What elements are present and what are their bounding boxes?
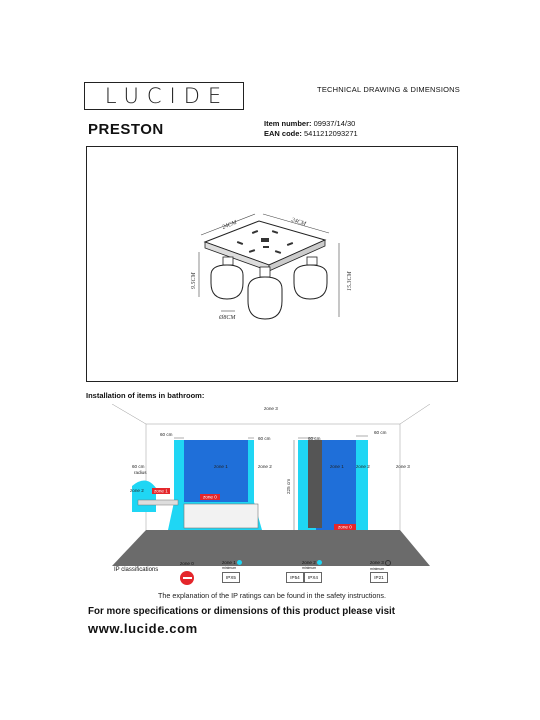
no-entry-icon	[180, 571, 194, 585]
dim-width-b: 24CM	[290, 217, 307, 228]
label-radius: radius	[134, 470, 147, 475]
ean-value: 5411212093271	[304, 129, 358, 138]
technical-drawing	[87, 147, 457, 381]
basin-zone	[132, 480, 156, 512]
ip-zone0-label: zone 0	[180, 561, 194, 566]
shower-glass	[308, 440, 322, 528]
bathtub	[184, 504, 258, 528]
label-zone2-basin: zone 2	[130, 488, 144, 493]
label-zone1-bath: zone 1	[214, 464, 228, 469]
ip-title: IP classifications	[114, 567, 159, 573]
ip-zone3-label	[370, 560, 391, 571]
bathroom-zones-diagram	[112, 404, 430, 566]
label-225: 225 cm	[286, 478, 291, 494]
ip-box-ipx5: IPX5	[222, 572, 240, 583]
ip-zone2-label	[302, 560, 322, 570]
label-zone2-bath: zone 2	[258, 464, 272, 469]
label-60-c: 60 cm	[308, 436, 321, 441]
dim-width-a: 24CM	[221, 219, 238, 231]
zone1-dot-icon	[237, 560, 242, 565]
ip-zone1-sub: minimum	[222, 566, 237, 571]
label-zone3-top: zone 3	[264, 406, 278, 411]
bathroom-zones-svg	[112, 404, 430, 566]
label-60-a: 60 cm	[160, 432, 173, 437]
ip-explanation: The explanation of the IP ratings can be found in the safety instructions.	[157, 591, 386, 600]
installation-title: Installation of items in bathroom:	[86, 391, 205, 400]
dim-height-right: 15.3CM	[347, 271, 353, 291]
label-zone0-bath: zone 0	[203, 494, 217, 500]
ip-zone3-text: zone 3	[370, 560, 384, 566]
product-codes	[264, 119, 358, 139]
label-zone0-shower: zone 0	[338, 524, 352, 530]
technical-drawing-frame	[86, 146, 458, 382]
ip-zone2-text: zone 2	[302, 560, 316, 565]
dim-diameter: Ø8CM	[219, 315, 236, 321]
website-link[interactable]: www.lucide.com	[88, 621, 198, 636]
ip-classifications	[114, 560, 430, 588]
spot-right	[294, 257, 327, 299]
more-info-text: For more specifications or dimensions of this product please visit	[88, 606, 396, 617]
item-number-label: Item number:	[264, 119, 312, 128]
ip-box-ip54: IP54	[286, 572, 304, 583]
spot-middle	[248, 267, 282, 319]
ip-zone2-sub: minimum	[302, 566, 317, 571]
label-zone3-right: zone 3	[396, 464, 410, 469]
basin	[138, 500, 178, 505]
lucide-logo: LUCIDE	[84, 82, 244, 110]
zone3-dot-icon	[385, 560, 391, 566]
zone2-dot-icon	[317, 560, 322, 565]
label-60-b: 60 cm	[258, 436, 271, 441]
label-zone1-basin: zone 1	[154, 488, 168, 494]
label-radius-60: 60 cm	[132, 464, 145, 469]
ip-zone3-sub: minimum	[370, 567, 385, 571]
ip-box-ipx4: IPX4	[304, 572, 322, 583]
spot-left	[211, 257, 243, 299]
label-60-d: 60 cm	[374, 430, 387, 435]
item-number-line	[264, 119, 358, 129]
product-name: PRESTON	[88, 121, 164, 138]
ip-box-ip21: IP21	[370, 572, 388, 583]
ip-zone1-label	[222, 560, 242, 570]
label-zone1-shower: zone 1	[330, 464, 344, 469]
document-title: TECHNICAL DRAWING & DIMENSIONS	[317, 85, 460, 94]
label-zone2-shower: zone 2	[356, 464, 370, 469]
item-number-value: 09937/14/30	[313, 119, 356, 128]
ean-label: EAN code:	[264, 129, 302, 138]
ip-zone1-text: zone 1	[222, 560, 236, 565]
dim-height-left: 9.5CM	[191, 272, 197, 289]
ean-line	[264, 129, 358, 139]
